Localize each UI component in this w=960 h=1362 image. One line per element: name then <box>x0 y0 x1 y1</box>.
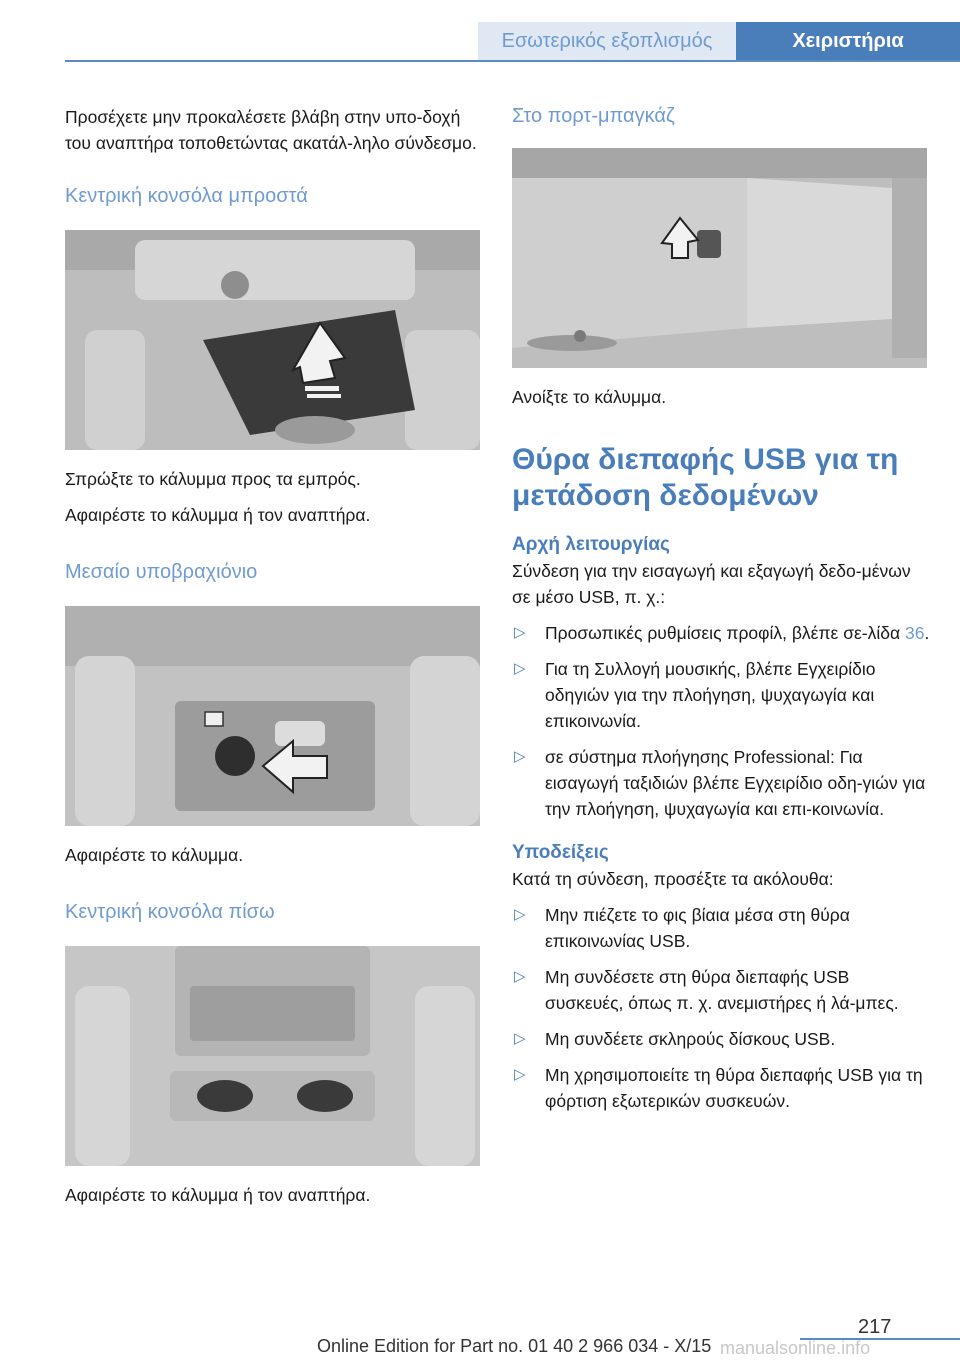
list-item: ▷ Για τη Συλλογή μουσικής, βλέπε Εγχειρίδιο οδηγιών για την πλοήγηση, ψυχαγωγία και επικοινωνία. <box>512 656 930 734</box>
front-console-illustration <box>65 230 480 450</box>
page-number: 217 <box>858 1316 892 1338</box>
figure-trunk <box>512 148 927 368</box>
rear-console-step1: Αφαιρέστε το κάλυμμα ή τον αναπτήρα. <box>65 1185 371 1205</box>
bullet-triangle-icon: ▷ <box>514 1030 526 1047</box>
trunk-step1: Ανοίξτε το κάλυμμα. <box>512 387 667 407</box>
header-rule <box>65 60 960 62</box>
bullet-triangle-icon: ▷ <box>514 968 526 985</box>
section-rear-console-title: Κεντρική κονσόλα πίσω <box>65 901 275 923</box>
bullet-triangle-icon: ▷ <box>514 1066 526 1083</box>
trunk-illustration <box>512 148 927 368</box>
principle-title: Αρχή λειτουργίας <box>512 534 670 555</box>
list-item: ▷ Μην πιέζετε το φις βίαια μέσα στη θύρα επικοινωνίας USB. <box>512 902 930 954</box>
bullet-triangle-icon: ▷ <box>514 748 526 765</box>
rear-console-illustration <box>65 946 480 1166</box>
watermark: manualsonline.info <box>720 1338 871 1358</box>
header-section-tab: Εσωτερικός εξοπλισμός <box>478 22 736 60</box>
left-column <box>65 100 483 1208</box>
section-front-console-title: Κεντρική κονσόλα μπροστά <box>65 185 308 207</box>
section-armrest-title: Μεσαίο υποβραχιόνιο <box>65 561 258 583</box>
principle-list <box>512 620 930 822</box>
edition-note: Online Edition for Part no. 01 40 2 966 034 - X/15 <box>317 1336 712 1356</box>
header-chapter-tab: Χειριστήρια <box>736 22 960 60</box>
figure-armrest <box>65 606 480 826</box>
front-console-step2: Αφαιρέστε το κάλυμμα ή τον αναπτήρα. <box>65 505 371 525</box>
page-link[interactable]: 36 <box>904 623 925 643</box>
front-console-step1: Σπρώξτε το κάλυμμα προς τα εμπρός. <box>65 469 361 489</box>
figure-front-console <box>65 230 480 450</box>
notes-list <box>512 902 930 1114</box>
list-item: ▷ Μη συνδέσετε στη θύρα διεπαφής USB συσκευές, όπως π. χ. ανεμιστήρες ή λά‐μπες. <box>512 964 930 1016</box>
list-item: ▷ Προσωπικές ρυθμίσεις προφίλ, βλέπε σε‐λίδα 36. <box>512 620 930 646</box>
list-item: ▷ σε σύστημα πλοήγησης Professional: Για εισαγωγή ταξιδιών βλέπε Εγχειρίδιο οδη‐γιών για την πλοήγηση, ψυχαγωγία και επι‐κοινωνία. <box>512 744 930 822</box>
list-item: ▷ Μη χρησιμοποιείτε τη θύρα διεπαφής USB για τη φόρτιση εξωτερικών συσκευών. <box>512 1062 930 1114</box>
section-trunk-title: Στο πορτ-μπαγκάζ <box>512 105 675 127</box>
notes-title: Υποδείξεις <box>512 842 609 863</box>
usb-section-title: Θύρα διεπαφής USB για τη μετάδοση δεδομένων <box>512 443 899 512</box>
figure-rear-console <box>65 946 480 1166</box>
armrest-illustration <box>65 606 480 826</box>
list-item: ▷ Μη συνδέετε σκληρούς δίσκους USB. <box>512 1026 930 1052</box>
right-column <box>512 100 930 1124</box>
intro-paragraph: Προσέχετε μην προκαλέσετε βλάβη στην υπο‐δοχή του αναπτήρα τοποθετώντας ακατάλ‐ληλο σύνδεσμο. <box>65 107 477 153</box>
bullet-triangle-icon: ▷ <box>514 660 526 677</box>
armrest-step1: Αφαιρέστε το κάλυμμα. <box>65 845 244 865</box>
bullet-triangle-icon: ▷ <box>514 906 526 923</box>
bullet-triangle-icon: ▷ <box>514 624 526 641</box>
principle-text: Σύνδεση για την εισαγωγή και εξαγωγή δεδο‐μένων σε μέσο USB, π. χ.: <box>512 561 911 607</box>
notes-text: Κατά τη σύνδεση, προσέξτε τα ακόλουθα: <box>512 869 834 889</box>
